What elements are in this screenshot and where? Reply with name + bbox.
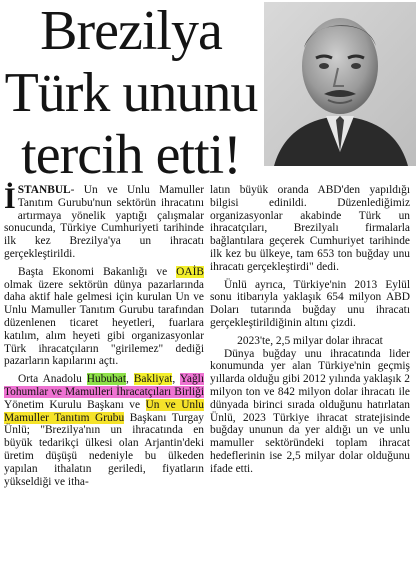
- intro-text: - Un ve Unlu Mamuller Tanıtım Gurubu'nun sektörün ihracatını artırmaya yönelik yaptığı çalışmalar sonucunda, Türkiye Cumhuriyeti tarihinde ilk kez Brezilya'ya un ihracatı gerçekleştirildi.: [4, 184, 204, 260]
- headline-line-1: Brezilya: [40, 0, 222, 62]
- drop-cap: İ: [4, 182, 16, 215]
- paragraph-3-text-b: Yönetim Kurulu Başkanı ve: [4, 398, 146, 411]
- highlight-un-ve-unlu-mamuller: Un ve Unlu Mamuller Tanıtım Grubu: [4, 398, 204, 424]
- paragraph-2: [4, 266, 204, 368]
- article-column-1: [4, 184, 204, 488]
- paragraph-3: [4, 373, 204, 488]
- paragraph-5: Ünlü ayrıca, Türkiye'nin 2013 Eylül sonu itibarıyla yaklaşık 654 milyon ABD Doları tutarında buğday unu ihracatı gerçekleştirildiğinin altını çizdi.: [210, 278, 410, 329]
- paragraph-2-text-b: olmak üzere sektörün dünya pazarlarında daha aktif hale gelmesi için kurulan Un ve Unlu Mamuller Tanıtım Gurubu tarafından düzenlenen ticaret heyetleri, fuarlara katılım, alım heyeti gibi organizasyonlar Türk ihracatçıların "girilemez" dediği pazarların kapılarını açtı.: [4, 278, 204, 368]
- separator-1: ,: [126, 373, 134, 386]
- portrait-image: [264, 2, 416, 166]
- highlight-yagli-tohumlar: Yağlı Tohumlar ve Mamulleri İhracatçıları Birliği: [4, 373, 204, 398]
- dateline-city: STANBUL: [17, 184, 71, 196]
- highlight-oaib: OAİB: [176, 265, 204, 278]
- article-column-2: [210, 184, 410, 476]
- paragraph-3-text-a: Orta Anadolu: [18, 373, 87, 386]
- headline: [0, 0, 262, 186]
- paragraph-4: latın büyük oranda ABD'den yapıldığı bilgisi edinildi. Düzenlediğimiz organizasyonlar akabinde Türk un ihracatçıları, Brezilyalı firmalarla bağlantılara geçerek Cumhuriyet tarihinde ilk kez bu ülkeye, tam 653 ton buğday unu ihracatı gerçekleştirdi" dedi.: [210, 184, 410, 273]
- paragraph-intro: [4, 184, 204, 261]
- subheading: 2023'te, 2,5 milyar dolar ihracat: [237, 334, 383, 347]
- portrait-photo: [264, 2, 416, 166]
- highlight-hububat: Hububat: [86, 373, 127, 386]
- highlight-bakliyat: Bakliyat: [133, 373, 173, 386]
- paragraph-2-text-a: Başta Ekonomi Bakanlığı ve: [18, 265, 177, 278]
- paragraph-3-text-c: Başkanı Turgay Ünlü; "Brezilya'nın un ihracatında en büyük tedarikçi ülkesi olan Arjantin'deki üretim düşüşü nedeniyle bu ülkeden yapılan ithalatın geriledi, fiyatların yükseldiği ve itha-: [4, 411, 204, 488]
- headline-line-3: tercih etti!: [21, 124, 241, 186]
- paragraph-6: Dünya buğday unu ihracatında lider konumunda yer alan Türkiye'nin geçmiş yıllarda olduğu gibi 2012 yılında yaklaşık 2 milyon ton ve 842 milyon dolar ihracatı ile dünyada birinci sırada olduğunu hatırlatan Ünlü, 2023 Türkiye ihracat stratejisinde buğday ununun da yer aldığı un ve unlu mamuller sektöründeki toplam ihracat hedeflerinin ise 2,5 milyar dolar olduğunu ifade etti.: [210, 347, 410, 475]
- separator-2: ,: [172, 373, 180, 386]
- headline-line-2: Türk ununu: [4, 62, 258, 124]
